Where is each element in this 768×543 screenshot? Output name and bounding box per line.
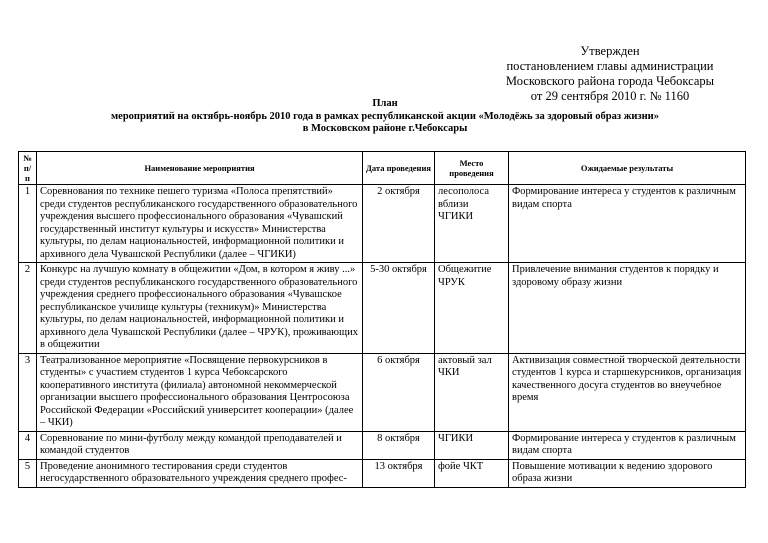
approval-line-2: постановлением главы администрации	[506, 59, 714, 73]
row-date: 5-30 октября	[363, 263, 435, 354]
row-date: 2 октября	[363, 185, 435, 263]
row-date: 13 октября	[363, 459, 435, 487]
row-result: Повышение мотивации к ведению здорового образа жизни	[509, 459, 746, 487]
row-name: Соревнования по технике пешего туризма «Полоса препятствий» среди студентов республиканского государственного образовательного учреждения высшего профессионального образования «Чувашский государственный институт культуры и искусств» Министерства культуры, по делам национальностей, информационной политики и архивного дела Чувашской Республики (далее – ЧГИКИ)	[37, 185, 363, 263]
row-place: актовый зал ЧКИ	[435, 353, 509, 431]
row-result: Привлечение внимания студентов к порядку и здоровому образу жизни	[509, 263, 746, 354]
row-name: Театрализованное мероприятие «Посвящение первокурсников в студенты» с участием студентов 1 курса Чебоксарского кооперативного института (филиала) автономной некоммерческой организации высшего профессионального образования Центросоюза Российской Федерации «Российский университет кооперации» (далее – ЧКИ)	[37, 353, 363, 431]
events-table	[18, 151, 746, 488]
document-title	[60, 98, 710, 136]
row-result: Формирование интереса у студентов к различным видам спорта	[509, 431, 746, 459]
row-num: 3	[19, 353, 37, 431]
header-place: Место проведения	[435, 152, 509, 185]
header-num: № п/п	[19, 152, 37, 185]
row-num: 5	[19, 459, 37, 487]
row-place: фойе ЧКТ	[435, 459, 509, 487]
table-row	[19, 353, 746, 431]
header-name: Наименование мероприятия	[37, 152, 363, 185]
approval-block	[490, 44, 730, 104]
row-num: 2	[19, 263, 37, 354]
table-row	[19, 431, 746, 459]
row-place: лесополоса вблизи ЧГИКИ	[435, 185, 509, 263]
row-num: 1	[19, 185, 37, 263]
header-result: Ожидаемые результаты	[509, 152, 746, 185]
row-date: 8 октября	[363, 431, 435, 459]
row-name: Конкурс на лучшую комнату в общежитии «Дом, в котором я живу ...» среди студентов республиканского государственного образовательного учреждения среднего профессионального образования «Чувашское республиканское училище культуры (техникум)» Министерства культуры, по делам национальностей, информационной политики и архивного дела Чувашской Республики (далее – ЧРУК), проживающих в общежитии	[37, 263, 363, 354]
title-line-3: в Московском районе г.Чебоксары	[302, 123, 468, 134]
table-header-row	[19, 152, 746, 185]
row-name: Соревнование по мини-футболу между командой преподавателей и командой студентов	[37, 431, 363, 459]
row-place: ЧГИКИ	[435, 431, 509, 459]
row-date: 6 октября	[363, 353, 435, 431]
title-line-1: План	[372, 98, 398, 109]
table-row	[19, 185, 746, 263]
approval-line-3: Московского района города Чебоксары	[505, 74, 715, 88]
approval-line-1: Утвержден	[580, 44, 640, 58]
row-name: Проведение анонимного тестирования среди студентов негосударственного образовательного учреждения среднего профес-	[37, 459, 363, 487]
header-date: Дата проведения	[363, 152, 435, 185]
table-row	[19, 263, 746, 354]
row-result: Формирование интереса у студентов к различным видам спорта	[509, 185, 746, 263]
row-result: Активизация совместной творческой деятельности студентов 1 курса и старшекурсников, организация качественного досуга студентов во внеучебное время	[509, 353, 746, 431]
title-line-2: мероприятий на октябрь-ноябрь 2010 года в рамках республиканской акции «Молодёжь за здоровый образ жизни»	[111, 110, 659, 122]
approval-line-4: от 29 сентября 2010 г. № 1160	[530, 89, 690, 103]
row-num: 4	[19, 431, 37, 459]
row-place: Общежитие ЧРУК	[435, 263, 509, 354]
table-row	[19, 459, 746, 487]
